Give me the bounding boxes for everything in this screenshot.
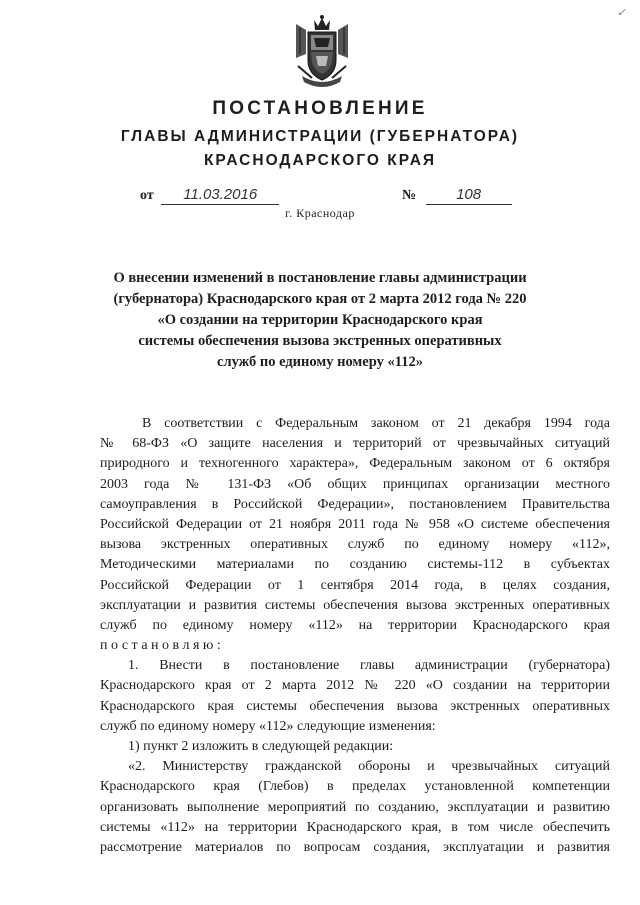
body-line: самоуправления в Российской Федерации», постановлением Правительства — [100, 496, 610, 512]
number-value: 108 — [426, 186, 512, 205]
body-line: «2. Министерству гражданской обороны и чрезвычайных ситуаций — [128, 759, 610, 775]
date-value: 11.03.2016 — [161, 186, 279, 205]
title-line: (губернатора) Краснодарского края от 2 марта 2012 года № 220 — [113, 291, 527, 307]
body-line: № 68-ФЗ «О защите населения и территорий от чрезвычайных ситуаций — [100, 436, 610, 452]
body-line: природного и техногенного характера», Федеральным законом от 6 октября — [100, 456, 610, 472]
body-line: вызова экстренных оперативных служб по единому номеру «112», — [100, 537, 610, 553]
document-title — [100, 268, 540, 373]
city-name: г. Краснодар — [285, 206, 355, 220]
body-line: служб по единому номеру «112» на территории Краснодарского края — [100, 617, 610, 633]
body-line: Методическими материалами по созданию системы-112 в субъектах — [100, 557, 610, 573]
document-body — [100, 414, 610, 858]
title-line: О внесении изменений в постановление главы администрации — [113, 270, 527, 286]
date-line — [140, 186, 279, 205]
title-line: «О создании на территории Краснодарского края — [157, 312, 483, 328]
title-line: служб по единому номеру «112» — [217, 354, 423, 370]
body-line: эксплуатации и развития системы обеспечения вызова экстренных оперативных — [100, 597, 610, 613]
body-line: Российской Федерации от 1 сентября 2014 года, в целях создания, — [100, 577, 610, 593]
body-line: Краснодарского края системы обеспечения вызова экстренных оперативных — [100, 698, 610, 714]
title-line: системы обеспечения вызова экстренных оперативных — [138, 333, 502, 349]
body-line: 2003 года № 131-ФЗ «Об общих принципах организации местного — [100, 476, 610, 492]
body-line: служб по единому номеру «112» следующие изменения: — [100, 718, 436, 734]
body-line: рассмотрение материалов по вопросам создания, эксплуатации и развития — [100, 839, 610, 855]
coat-of-arms-emblem — [292, 14, 352, 90]
issuer-heading: ГЛАВЫ АДМИНИСТРАЦИИ (ГУБЕРНАТОРА) — [120, 128, 520, 145]
body-line: Краснодарского края от 2 марта 2012 № 220 «О создании на территории — [100, 678, 610, 694]
body-line: Российской Федерации от 21 ноября 2011 года № 958 «О системе обеспечения — [100, 516, 610, 532]
date-label: от — [140, 188, 154, 203]
doc-type-heading: ПОСТАНОВЛЕНИЕ — [212, 98, 428, 119]
number-line — [402, 186, 512, 205]
region-heading: КРАСНОДАРСКОГО КРАЯ — [203, 152, 437, 169]
number-label: № — [402, 188, 417, 203]
body-line: 1. Внести в постановление главы администрации (губернатора) — [128, 658, 610, 674]
body-line: 1) пункт 2 изложить в следующей редакции: — [128, 739, 394, 754]
body-line-resolve: постановляю: — [100, 638, 225, 654]
corner-check-mark: ✓ — [616, 7, 626, 19]
body-line: системы «112» на территории Краснодарского края, в том числе обеспечить — [100, 819, 610, 835]
body-line: В соответствии с Федеральным законом от 21 декабря 1994 года — [142, 416, 610, 431]
body-line: организовать выполнение мероприятий по созданию, эксплуатации и развитию — [100, 799, 610, 815]
body-line: Краснодарского края (Глебов) в пределах установленной компетенции — [100, 779, 610, 795]
